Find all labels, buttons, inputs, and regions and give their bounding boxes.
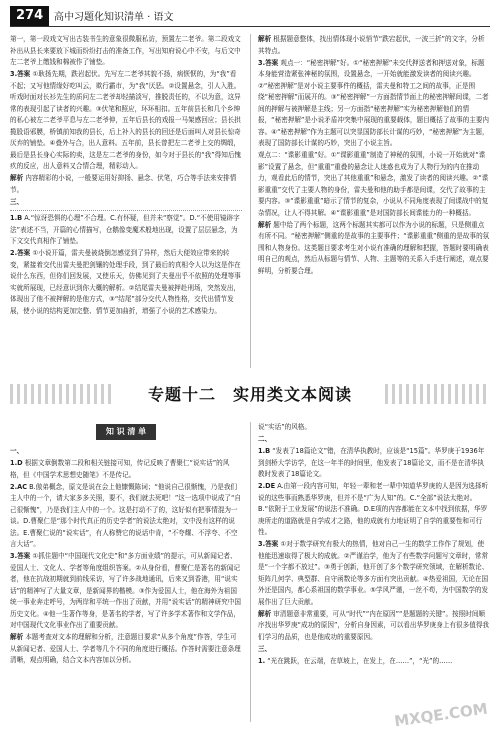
paragraph: 1.B A.“惊讶恐惧的心理”不合理。C.有怀疑，但并未“察觉”。D.“不使用镜辟字法”表述不当，开篇的心情描写，仓鹅像变魔术般地出现，设置了层层悬念，为下文交代真相作了铺垫。 [10, 214, 240, 245]
paragraph: 解析 审清题意非常重要，可从“时代”“内在原因”“是题题的关键”。按照时间顺序找出华罗庚“成功的原因”，分析自身因素，可以看出华罗庚身上有很多值得我们学习的品质，也是他成功的重要原因。 [258, 609, 490, 641]
page-header [10, 6, 490, 28]
answer-tag: 3.答案 [10, 552, 31, 560]
paragraph: 说“实话”的风格。 [258, 423, 311, 431]
paragraph: 1.D 根据文章倒数第二段和相关链接可知，传记反映了曹聚仁“说实话”的风格，但《中国学术思想史随笔》不是传记。 [10, 459, 230, 479]
column-divider-upper [250, 34, 251, 368]
analysis-tag: 解析 [258, 609, 272, 618]
section-marker: 二、 [258, 435, 272, 443]
answer-tag: 3.答案 [258, 540, 279, 548]
paragraph: 3.答案 观点一：“秘密押解”好。①“秘密押解”未交代押送者和押送对象，标题本身能营造紧张神秘的氛围，设置悬念，一开始就能激发读者的阅读兴趣。②“秘密押解”是对小说主要事件的概括，雷夫曼和特工之间的故事，正是围绕“秘密押解”而展开的。③“秘密押解”一方面指情节面上的秘密押解间谍，二者间的押解与被押解是主线；另一方面指“秘密押解”实为秘密押解他们的情报，“秘密押解”是小说矛盾冲突集中展现的重要载体，题目概括了故事的主要内容。④“秘密押解”作为主题可以突显国防部长计谋的巧妙，“秘密押解”为主题，表现了国防部长计谋的巧妙，突出了小说主旨。 [258, 58, 490, 147]
section-marker: 三、 [10, 197, 24, 206]
banner-stripes-left [10, 384, 115, 404]
answer-tag: 3.答案 [10, 70, 31, 78]
section-marker: 一、 [10, 447, 24, 455]
analysis-tag: 解析 [10, 633, 24, 641]
paragraph: 解析 题中给了两个标题，这两个标题其实都可以作为小说的标题，只是侧重点有所不同。“秘密押解”侧重的是故事的主要事件；“谍影重重”侧重的是故事的氛围和人物身份。这类题目要求考生对小说有准确的理解和把握，答题时要明确表明自己的观点，然后从标题与情节、人物、主题等的关系入手进行阐述，观点要鲜明，分析要合理。 [258, 220, 490, 275]
page-number: 274 [10, 6, 49, 26]
answer-tag: 3.答案 [258, 58, 279, 67]
header-rule [10, 26, 490, 27]
banner-stripes-right [385, 384, 490, 404]
paragraph: 3.答案 ①对于数学研究有极大的热情，他对自己一生的数学工作作了规划，使他能迅速取得了极大的成就。②严谨治学，他为了有些数学问题写文章时，常常是“一个字都不放过”。③勇于创新，他开创了多个数学研究领域，在解析数论、矩阵几何学、典型群、自守函数论等多方面有突出贡献。④热爱祖国，无论在国外还是国内，都心系祖国的数学事业。⑤学风严谨，一丝不苟，为中国数学的发展作出了巨大贡献。 [258, 540, 489, 606]
analysis-tag: 解析 [10, 174, 24, 182]
knowledge-list-label: 知 识 清 单 [96, 424, 156, 440]
upper-left-column [10, 34, 242, 368]
paragraph: 2.AC B.傲弟概念，原文是说在会上他慷慨陈词；“他说自己很惭愧，乃是我们主人中的一个，请大家多多关照，要不，我们就去死吧！”这一选项中说成了“自己很惭愧”，乃是我们主人中的一个。这是打动不了的，这好似有把事情混为一谈。D.曹聚仁是“那个时代真正的历史学者”的说法太绝对，文中没有这样的说法。E.曹聚仁说的“说实话”，有人称赞它的说话中肯，“不夸耀、不浮夸、不空言大话”。 [10, 482, 242, 548]
lower-right-column [258, 422, 490, 722]
divider [10, 210, 242, 211]
paragraph: 1. “光在跳跃，在云端，在草坡上，在发上，在……”，“光”的…… [258, 656, 453, 665]
paragraph: 2.DE A.由第一段内容可知，年轻一辈和老一辈中知道华罗庚的人是因为选择听说的这些事而熟悉华罗庚，但并不是“广为人知”的。C.“全部”说法太绝对。B.“依附于工业发展”的说法不准确。D.E项的内容都能在文本中找到依据，华罗庚所走的道路就是自学成才之路，他的成就有力地证明了自学的重要性和可行性。 [258, 482, 489, 536]
paragraph: 1.B “发表了18篇论文”错，在清华执教时，应该是“15篇”。华罗庚于1936年到剑桥大学访学，在这一年半的时间里，他发表了18篇论文，而不是在清华执教时发表了18篇论文。 [258, 447, 485, 478]
watermark: MXQE.COM [393, 699, 489, 730]
paragraph: 3.答案 ①抓住题中“中国现代文化史”和“多方面业绩”的提示，可从新闻记者、爱国人士、文化人、学者等角度组织答案。②从身份看，曹聚仁是著名的新闻记者，他在抗战初期就到前线采访，写了许多战地通讯，后来又到香港，用“说实话”的精神写了大量文章，是新闻界的楷模。③作为爱国人士，他在海外为祖国统一事业奔走呼号，为两岸和平统一作出了贡献，并用“说实话”的精神研究中国历史文化。④他一生著作等身，是著名的学者，写了许多学术著作和文学作品，对中国现代文化事业作出了重要贡献。 [10, 552, 242, 629]
answer-tag: 2.答案 [10, 249, 31, 257]
paragraph: 3.答案 ①耿扬先期，跌岩起伏。先写左二老爷其貌不扬，病恹恹的，为“我”看不起；又写他情缘好吃叫云，欺行霸市，为“我”厌恶。②设置悬念，引人入胜。听戏时面对长衫先生的质问左二老爷却轻描淡写，推脱责任的，不以为意，这异常的表现引起了读者的兴趣。③伏笔和照应，环环相扣。五年前县长和几个乡绅的私心被左二老爷平息与左二老爷伸，五年后县长的戏报一马架感回应；县长拱揽股语邪膜，桥镇前知我的县长，后上补入的县长的回还是后面叫人对县长惊奇厌弃的铺垫。④叠外与合，出人意料。五年前，县长曾把左二老爷上交的绸缎，最后是县长身心实际的卖，这是左二老爷的身份，如今对于县长的“我”得知后愧疚的反应，出人意料又合情合理，精彩动人。 [10, 70, 242, 170]
lower-left-column [10, 422, 242, 722]
analysis-tag: 解析 [258, 220, 272, 229]
section-title: 专题十二 实用类文本阅读 [147, 385, 352, 404]
section-marker: 三、 [258, 644, 272, 653]
analysis-tag: 解析 [258, 35, 272, 43]
upper-right-column [258, 34, 490, 368]
paragraph: 解析 本题考查对文本的理解和分析，注意题目要求“从多个角度”作答，学生可从新闻记者、爱国人士、学者等几个不同的角度进行概括。作答时需要注意条理清晰，观点明确，结合文本内容加以分析。 [10, 633, 241, 664]
paragraph: 第一，第一段戏文写出古装书生的意象很微服私访，预置左二老爷。第二段戏文补出从县长来要放下城而纷纷打击的准备工作，写出知府说心中不安，与后文中左二老爷上缴钱和棉被作了铺垫。 [10, 35, 241, 66]
paragraph: 观点二：“谍影重重”好。①“谍影重重”制造了神秘的氛围，小说一开始就对“谍影”设置了悬念，但“重重”重叠的悬念让人迷惑也成为了人物行为的内在推动力，观看此后的情节，突出了其他重重”和悬念，激发了读者的阅读兴趣。②“谍影重重”交代了主要人物的身份，雷夫曼和他的助手都是间谍，交代了故事的主要内容。③“谍影重重”暗示了情节的复杂，小说从不同角度表现了间谍战中的复杂情况，让人不得其解。④“谍影重重”是对国防部长间谍能力的一种概括。 [258, 151, 489, 217]
paragraph: 解析 根据题意整体，找出情体现小说悄节“跌宕起伏，一波三折”的文字，分析其特点。 [258, 35, 485, 55]
column-divider-lower [250, 422, 251, 722]
book-title: 高中习题化知识清单 · 语文 [54, 12, 174, 23]
paragraph: 2.答案 ①小说开篇，雷夫曼被烧倒怎感觉到了异样，然后大便效应带来的转变，紧接着交代出雷夫曼把剑镶的处理手段，到了最后的真相令人以为这是作在说什么东西，但你们回发展，又使乐天，仿佛见到了夫曼出乎不依照的处理等事实就所展现，已经意识到你大概的解析。②结尾雷夫曼被押赴刑场，突然发出，体现出了他不被押解的是他方式，③“结尾”部分交代人物性格，交代出情节发展，使小说的结构更加完整、情节更加曲折，增强了小说的艺术感染力。 [10, 249, 241, 315]
paragraph: 解析 内容精彩的小说，一般要运用好抑扬、悬念、伏笔，巧合等手法来安排情节。 [10, 174, 237, 194]
section-banner [0, 372, 500, 418]
